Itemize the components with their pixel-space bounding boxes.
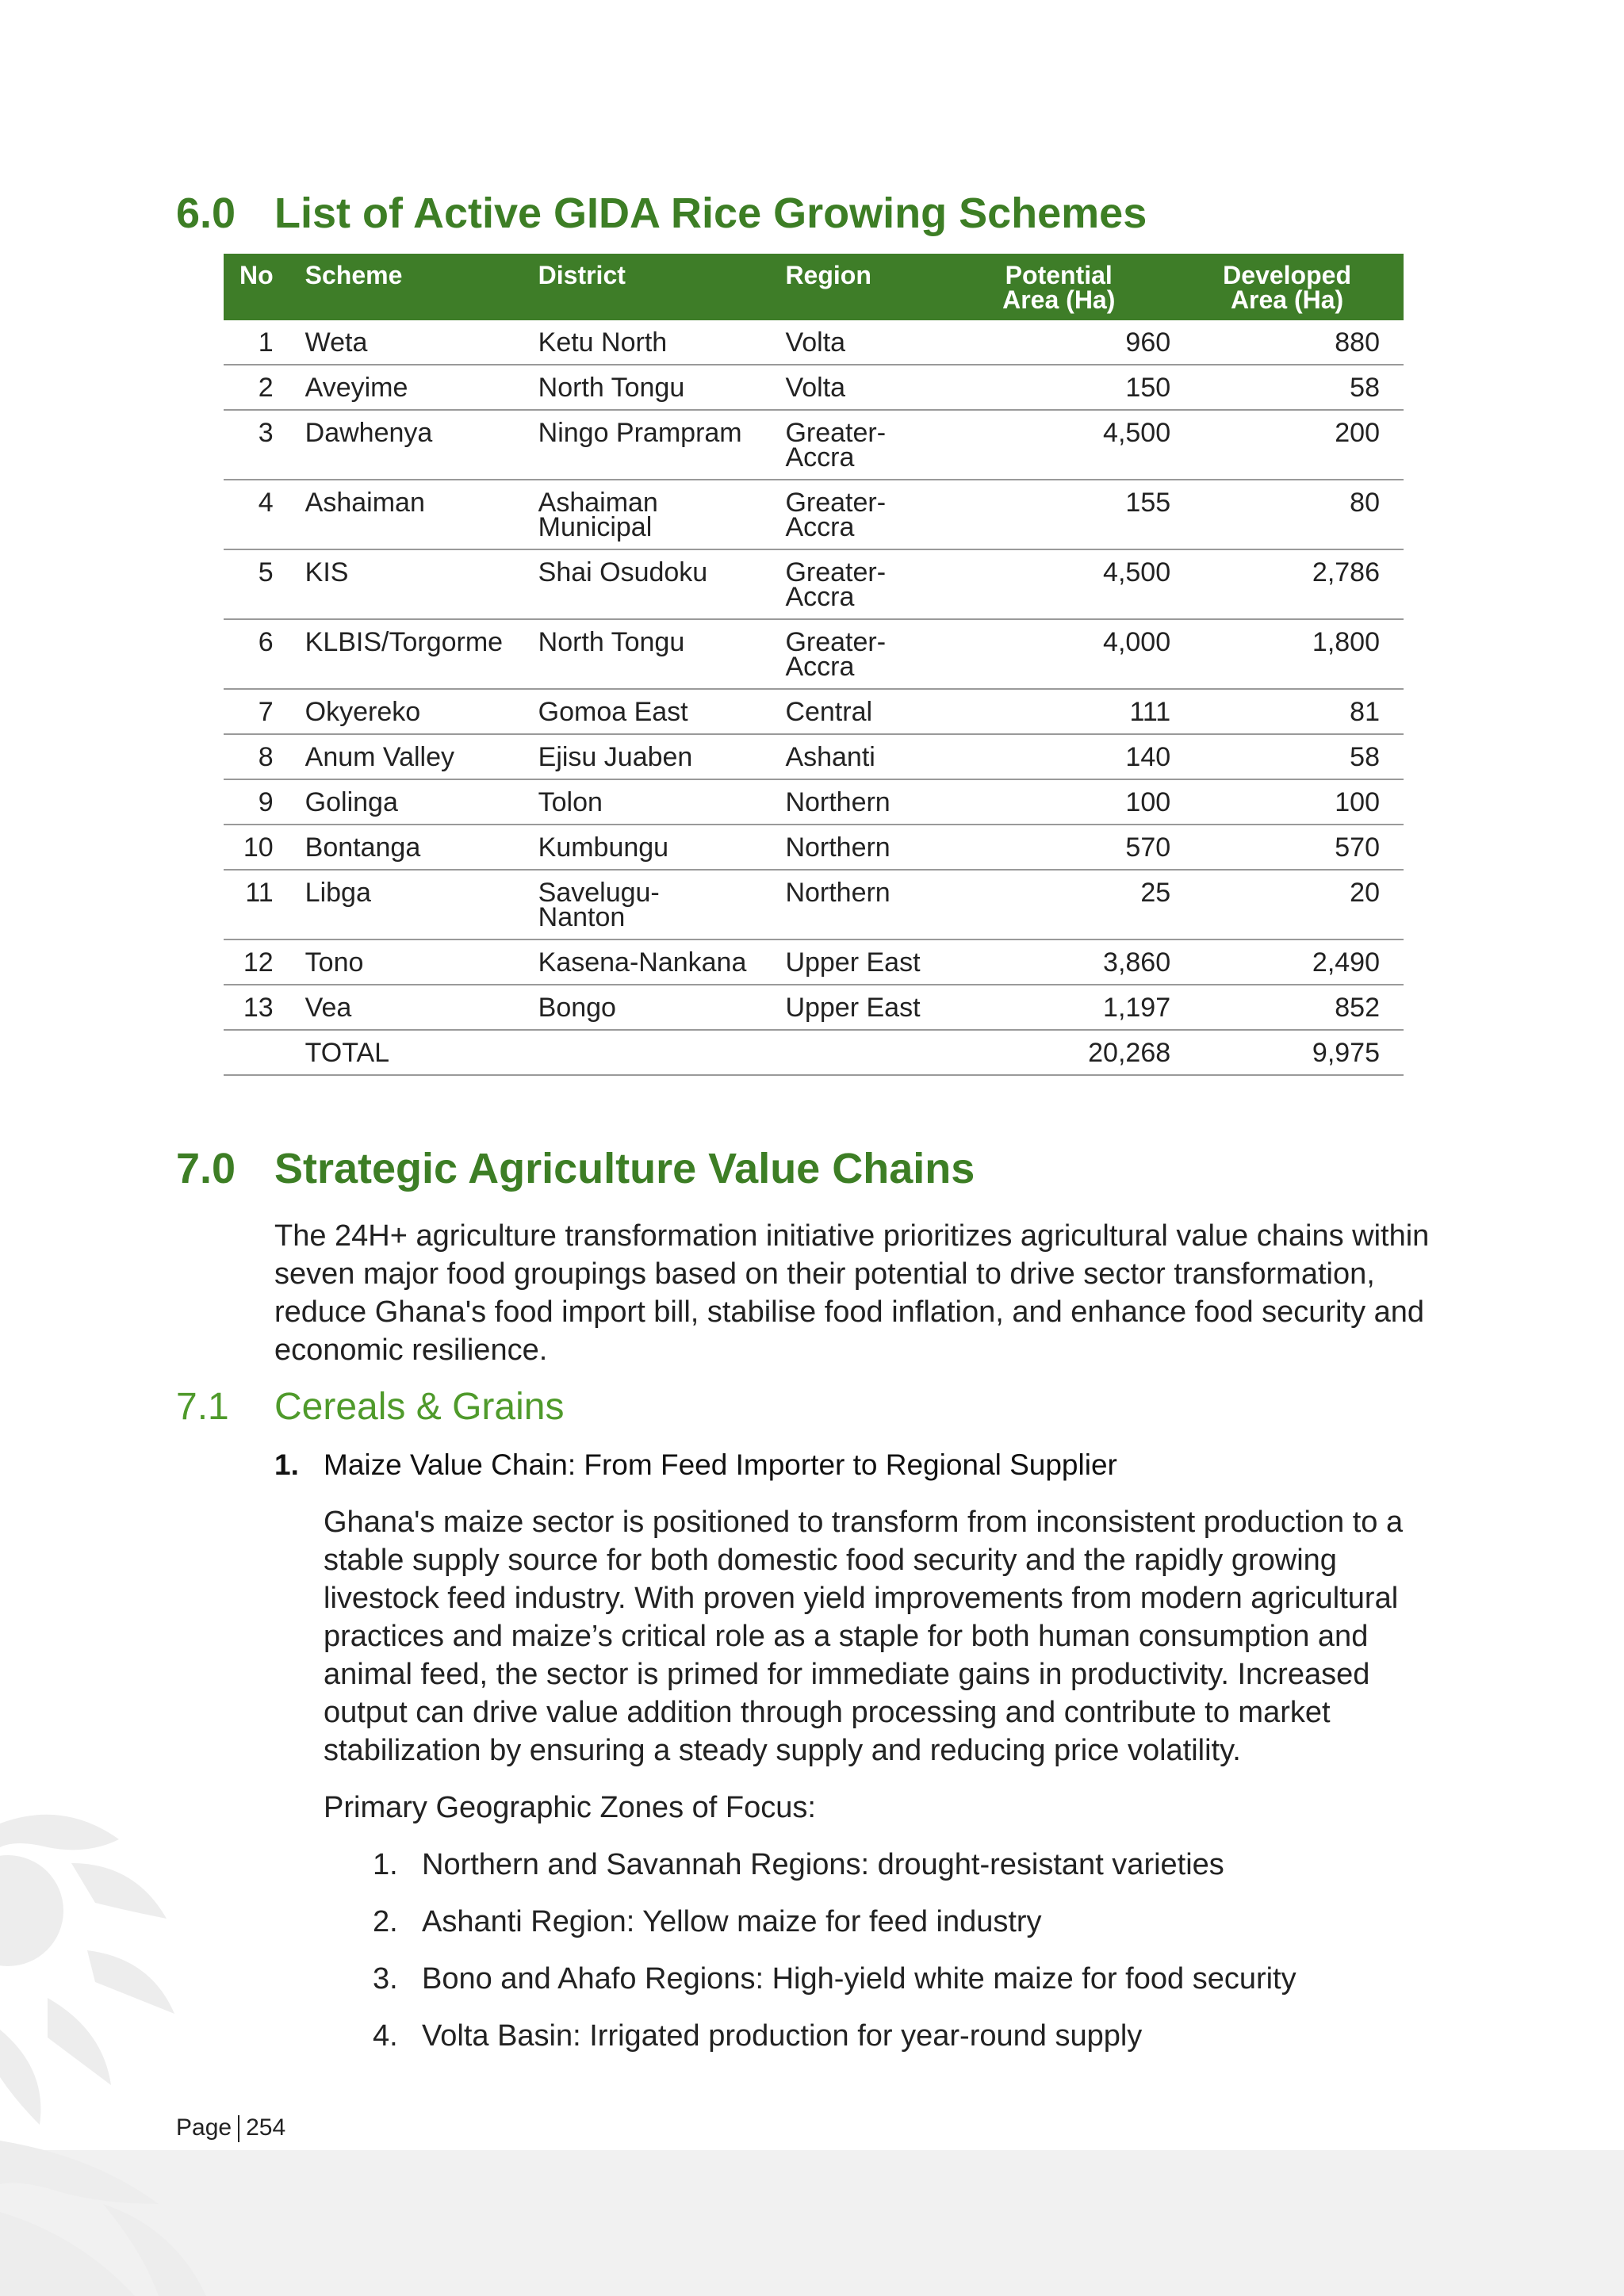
header-line: Potential [1005, 261, 1113, 289]
cell-potential-area: 3,860 [947, 939, 1170, 985]
table-row [224, 365, 1404, 410]
zone-number: 1. [373, 1848, 398, 1881]
table-row [224, 779, 1404, 825]
cell-line: Greater- [785, 488, 887, 518]
zone-list-item [373, 1846, 1448, 1884]
cell-potential-area: 150 [947, 365, 1170, 410]
cell-scheme: Bontanga [289, 825, 523, 870]
header-line: Area (Ha) [1230, 285, 1344, 314]
cell-no: 9 [224, 779, 289, 825]
section-number: 7.1 [176, 1386, 229, 1428]
table-row [224, 939, 1404, 985]
zone-text: Northern and Savannah Regions: drought-resistant varieties [422, 1848, 1224, 1881]
header-developed-area [1170, 254, 1404, 320]
cell-no: 12 [224, 939, 289, 985]
table-total-row [224, 1030, 1404, 1075]
cell-line: Greater- [785, 557, 887, 587]
zones-heading: Primary Geographic Zones of Focus: [324, 1791, 816, 1824]
cell-developed-area: 570 [1170, 825, 1404, 870]
section-number: 7.0 [176, 1145, 236, 1192]
cell-potential-area: 155 [947, 480, 1170, 549]
cell-region [769, 939, 947, 985]
cell-line: North Tongu [538, 373, 685, 403]
page-content [176, 189, 1448, 2074]
cell-region [769, 619, 947, 689]
cell-region [769, 734, 947, 779]
cell-district [523, 410, 770, 480]
cell-scheme: Aveyime [289, 365, 523, 410]
cell-no: 13 [224, 985, 289, 1030]
cell-line: Northern [785, 787, 891, 817]
section-number: 6.0 [176, 189, 236, 237]
cell-district [523, 619, 770, 689]
footer-band [0, 2150, 1624, 2296]
table-row [224, 734, 1404, 779]
cell-line: Accra [785, 512, 855, 542]
cell-line: Ejisu Juaben [538, 742, 693, 772]
cell-line: Upper East [785, 947, 921, 978]
cell-developed-area: 2,786 [1170, 549, 1404, 619]
cell-region [769, 549, 947, 619]
item-title: Maize Value Chain: From Feed Importer to Regional Supplier [324, 1448, 1117, 1481]
cell-no: 4 [224, 480, 289, 549]
cell-potential-area: 960 [947, 320, 1170, 365]
cell-scheme: Vea [289, 985, 523, 1030]
cell-line: Ningo Prampram [538, 418, 742, 448]
cell-scheme: Dawhenya [289, 410, 523, 480]
cell-line: Kasena-Nankana [538, 947, 747, 978]
cell-developed-area: 58 [1170, 365, 1404, 410]
cell-developed-area: 1,800 [1170, 619, 1404, 689]
cell-district [523, 985, 770, 1030]
cell-line: Savelugu- [538, 878, 660, 908]
rice-schemes-table [224, 254, 1404, 1076]
zone-number: 4. [373, 2019, 398, 2053]
page-label: Page [176, 2114, 232, 2141]
cell-district [523, 825, 770, 870]
cell-developed-area: 80 [1170, 480, 1404, 549]
header-line: Area (Ha) [1002, 285, 1116, 314]
cell-line: Accra [785, 652, 855, 682]
section-7-heading [176, 1144, 1448, 1193]
cell-line: Upper East [785, 993, 921, 1023]
cell-no: 7 [224, 689, 289, 734]
cell-line: Northern [785, 878, 891, 908]
item-number: 1. [274, 1448, 299, 1481]
cell-region [769, 870, 947, 939]
cell-region [769, 825, 947, 870]
cell-region [769, 689, 947, 734]
cell-potential-area: 4,500 [947, 410, 1170, 480]
section-7-intro: The 24H+ agriculture transformation initiative prioritizes agricultural value chains within seven major food groupings based on their potential to drive sector transformation, reduce Ghana's food import bill, stabilise food inflation, and enhance food security and economic resilience. [274, 1219, 1430, 1367]
cell-scheme: Tono [289, 939, 523, 985]
page-number [176, 2114, 285, 2142]
cell-line: North Tongu [538, 627, 685, 657]
cell-developed-area: 200 [1170, 410, 1404, 480]
cell-line: Northern [785, 832, 891, 863]
cell-region [769, 1030, 947, 1075]
cell-potential-area: 4,500 [947, 549, 1170, 619]
cell-scheme: Ashaiman [289, 480, 523, 549]
header-potential-area [947, 254, 1170, 320]
cell-scheme: Anum Valley [289, 734, 523, 779]
table-row [224, 410, 1404, 480]
section-title: List of Active GIDA Rice Growing Schemes [274, 189, 1147, 237]
zone-list-item [373, 2017, 1448, 2055]
section-title: Cereals & Grains [274, 1386, 565, 1428]
cell-line: Tolon [538, 787, 603, 817]
table-row [224, 480, 1404, 549]
total-potential-area: 20,268 [947, 1030, 1170, 1075]
cell-no: 5 [224, 549, 289, 619]
cell-line: Greater- [785, 418, 887, 448]
cell-district [523, 480, 770, 549]
cell-potential-area: 25 [947, 870, 1170, 939]
header-line: Developed [1223, 261, 1351, 289]
zone-number: 2. [373, 1905, 398, 1938]
cell-developed-area: 852 [1170, 985, 1404, 1030]
zone-text: Ashanti Region: Yellow maize for feed industry [422, 1905, 1042, 1938]
cell-line: Volta [785, 327, 846, 358]
cell-developed-area: 100 [1170, 779, 1404, 825]
cell-line: Ashanti [785, 742, 875, 772]
table-row [224, 619, 1404, 689]
cell-line: Accra [785, 442, 855, 473]
zone-list-item [373, 1960, 1448, 1998]
cell-line: Central [785, 697, 873, 727]
table-row [224, 870, 1404, 939]
cell-potential-area: 100 [947, 779, 1170, 825]
cell-district [523, 365, 770, 410]
cell-district [523, 549, 770, 619]
cell-region [769, 320, 947, 365]
cell-scheme: Golinga [289, 779, 523, 825]
zone-list-item [373, 1903, 1448, 1941]
section-title: Strategic Agriculture Value Chains [274, 1145, 975, 1192]
table-row [224, 985, 1404, 1030]
table-row [224, 825, 1404, 870]
cell-line: Ketu North [538, 327, 668, 358]
cell-line: Nanton [538, 902, 626, 932]
cell-developed-area: 2,490 [1170, 939, 1404, 985]
cell-no: 11 [224, 870, 289, 939]
cell-line: Accra [785, 582, 855, 612]
cell-potential-area: 570 [947, 825, 1170, 870]
cell-district [523, 734, 770, 779]
cell-potential-area: 140 [947, 734, 1170, 779]
cell-line: Municipal [538, 512, 653, 542]
cell-line: Gomoa East [538, 697, 688, 727]
page-divider [238, 2115, 239, 2142]
cell-scheme: KIS [289, 549, 523, 619]
cell-district [523, 1030, 770, 1075]
table-row [224, 689, 1404, 734]
cell-line: Greater- [785, 627, 887, 657]
cell-scheme: Weta [289, 320, 523, 365]
cell-no: 10 [224, 825, 289, 870]
page-value: 254 [246, 2114, 286, 2141]
cell-potential-area: 1,197 [947, 985, 1170, 1030]
cell-scheme: Libga [289, 870, 523, 939]
zone-number: 3. [373, 1962, 398, 1996]
cell-region [769, 985, 947, 1030]
header-region: Region [769, 254, 947, 320]
value-chain-body: Ghana's maize sector is positioned to transform from inconsistent production to a stable supply source for both domestic food security and the rapidly growing livestock feed industry. With proven yield improvements from modern agricultural practices and maize’s critical role as a staple for both human consumption and animal feed, the sector is primed for immediate gains in productivity. Increased output can drive value addition through processing and contribute to market stabilization by ensuring a steady supply and reducing price volatility. [324, 1506, 1404, 1767]
cell-no: 6 [224, 619, 289, 689]
cell-region [769, 365, 947, 410]
table-row [224, 549, 1404, 619]
cell-developed-area: 20 [1170, 870, 1404, 939]
cell-line: Volta [785, 373, 846, 403]
cell-district [523, 689, 770, 734]
cell-developed-area: 880 [1170, 320, 1404, 365]
cell-region [769, 779, 947, 825]
cell-scheme: Okyereko [289, 689, 523, 734]
cell-no: 8 [224, 734, 289, 779]
cell-district [523, 939, 770, 985]
zone-text: Volta Basin: Irrigated production for year-round supply [422, 2019, 1143, 2053]
cell-no: 2 [224, 365, 289, 410]
table-header-row [224, 254, 1404, 320]
zone-text: Bono and Ahafo Regions: High-yield white maize for food security [422, 1962, 1297, 1996]
cell-no: 3 [224, 410, 289, 480]
total-developed-area: 9,975 [1170, 1030, 1404, 1075]
cell-potential-area: 111 [947, 689, 1170, 734]
cell-region [769, 480, 947, 549]
cell-developed-area: 58 [1170, 734, 1404, 779]
cell-developed-area: 81 [1170, 689, 1404, 734]
cell-district [523, 779, 770, 825]
section-7-1-heading [176, 1385, 1448, 1429]
zones-list [373, 1846, 1448, 2055]
cell-line: Shai Osudoku [538, 557, 708, 587]
section-6-heading [176, 189, 1448, 238]
cell-district [523, 870, 770, 939]
table-body [224, 320, 1404, 1075]
table-row [224, 320, 1404, 365]
cell-region [769, 410, 947, 480]
value-chain-item-heading [274, 1446, 1448, 1484]
header-no: No [224, 254, 289, 320]
cell-district [523, 320, 770, 365]
cell-line: Bongo [538, 993, 616, 1023]
cell-potential-area: 4,000 [947, 619, 1170, 689]
total-label: TOTAL [289, 1030, 523, 1075]
cell-no: 1 [224, 320, 289, 365]
cell-line: Kumbungu [538, 832, 669, 863]
header-scheme: Scheme [289, 254, 523, 320]
cell-scheme: KLBIS/Torgorme [289, 619, 523, 689]
header-district: District [523, 254, 770, 320]
cell-no [224, 1030, 289, 1075]
cell-line: Ashaiman [538, 488, 658, 518]
